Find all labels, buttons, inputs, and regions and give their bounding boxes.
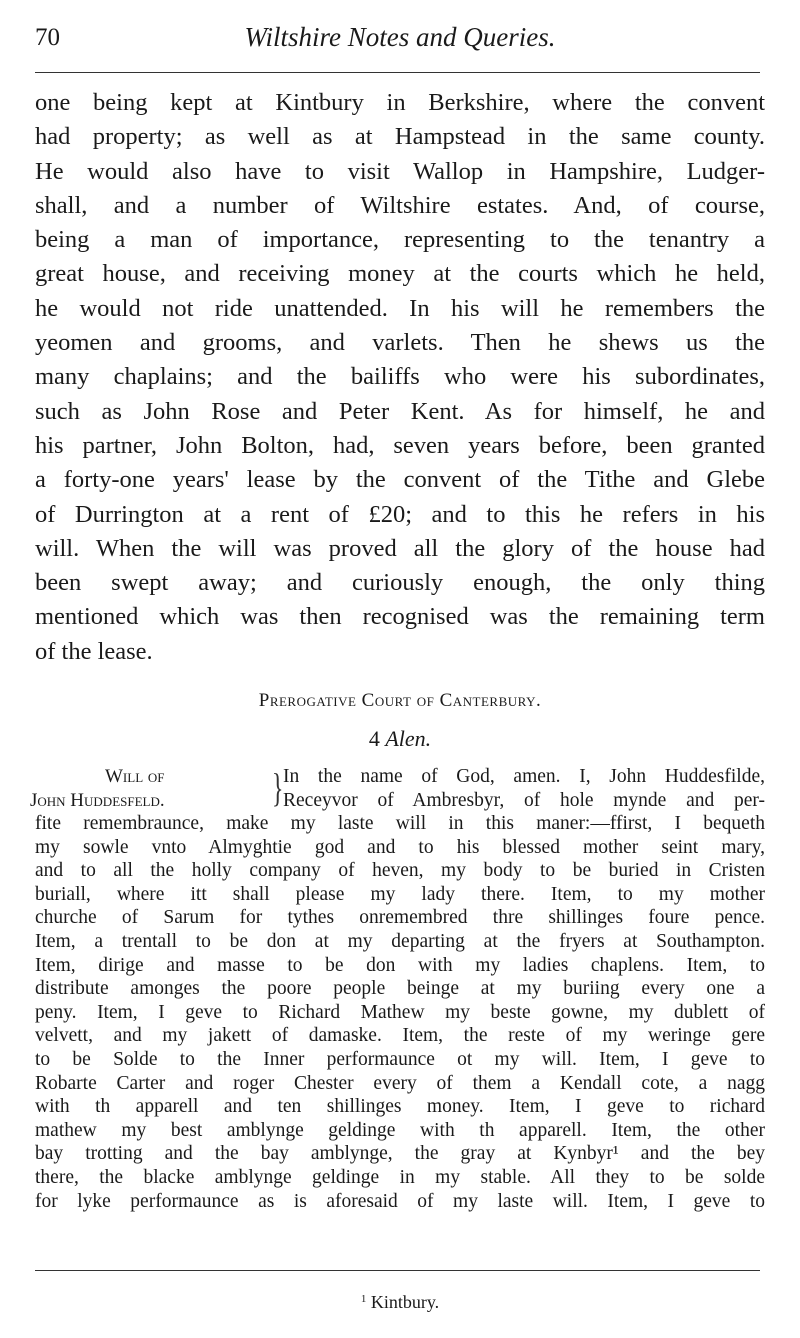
text-line: had property; as well as at Hampstead in the same county.	[35, 123, 765, 151]
text-line: shall, and a number of Wiltshire estates. And, of course,	[35, 191, 765, 219]
text-line: churche of Sarum for tythes onremembred thre shillinges foure pence.	[35, 907, 765, 929]
will-text	[35, 812, 765, 1213]
text-line: his partner, John Bolton, had, seven years before, been granted	[35, 431, 765, 459]
text-line: distribute amonges the poore people beinge at my buriing every one a	[35, 978, 765, 1000]
text-line: mathew my best amblynge geldinge with th apparell. Item, the other	[35, 1119, 765, 1141]
text-line: He would also have to visit Wallop in Hampshire, Ludger-	[35, 157, 765, 185]
brace-glyph: }	[271, 765, 284, 810]
text-line: a forty-one years' lease by the convent of the Tithe and Glebe	[35, 466, 765, 494]
text-line: and to all the holly company of heven, my body to be buried in Cristen	[35, 860, 765, 882]
text-line: he would not ride unattended. In his will he remembers the	[35, 294, 765, 322]
text-line: peny. Item, I geve to Richard Mathew my beste gowne, my dublett of	[35, 1001, 765, 1023]
section-heading: Prerogative Court of Canterbury.	[258, 690, 542, 711]
text-line: mentioned which was then recognised was the remaining term	[35, 603, 765, 631]
text-line: of Durrington at a rent of £20; and to this he refers in his	[35, 500, 765, 528]
text-line: Receyvor of Ambresbyr, of hole mynde and per-	[283, 789, 765, 811]
label-line: John Huddesfeld.	[30, 789, 165, 811]
text-line: there, the blacke amblynge geldinge in my stable. All they to be solde	[35, 1166, 765, 1188]
will-opening	[283, 765, 765, 812]
text-line: bay trotting and the bay amblynge, the gray at Kynbyr¹ and the bey	[35, 1143, 765, 1165]
will-side-label	[30, 765, 270, 812]
page-number: 70	[35, 24, 60, 51]
text-line: great house, and receiving money at the courts which he held,	[35, 260, 765, 288]
running-title: Wiltshire Notes and Queries.	[244, 22, 556, 52]
text-line: my sowle vnto Almyghtie god and to his blessed mother seint mary,	[35, 836, 765, 858]
text-line: Robarte Carter and roger Chester every of them a Kendall cote, a nagg	[35, 1072, 765, 1094]
sub-name: Alen.	[385, 726, 432, 751]
text-line: for lyke performaunce as is aforesaid of my laste will. Item, I geve to	[35, 1190, 765, 1212]
footnote-marker: 1	[360, 1293, 367, 1305]
header-rule	[35, 72, 760, 73]
text-line: Item, dirige and masse to be don with my ladies chaplens. Item, to	[35, 954, 765, 976]
text-line: with th apparell and ten shillinges money. Item, I geve to richard	[35, 1096, 765, 1118]
footnote-text: Kintbury.	[370, 1292, 440, 1312]
text-line: will. When the will was proved all the glory of the house had	[35, 534, 765, 562]
text-line: buriall, where itt shall please my lady there. Item, to my mother	[35, 883, 765, 905]
section-subheading	[0, 726, 800, 752]
text-line: such as John Rose and Peter Kent. As for himself, he and	[35, 397, 765, 425]
label-line: Will of	[105, 766, 165, 787]
body-paragraph	[35, 86, 765, 669]
text-line: Item, a trentall to be don at my departing at the fryers at Southampton.	[35, 930, 765, 952]
text-line: many chaplains; and the bailiffs who were his subordinates,	[35, 363, 765, 391]
text-line: to be Solde to the Inner performaunce ot my will. Item, I geve to	[35, 1048, 765, 1070]
sub-number: 4	[368, 726, 380, 751]
footnote	[0, 1292, 800, 1313]
text-line: of the lease.	[35, 637, 153, 665]
text-line: yeomen and grooms, and varlets. Then he shews us the	[35, 329, 765, 357]
text-line: one being kept at Kintbury in Berkshire, where the convent	[35, 89, 765, 116]
text-line: been swept away; and curiously enough, the only thing	[35, 569, 765, 597]
text-line: being a man of importance, representing to the tenantry a	[35, 226, 765, 254]
text-line: velvett, and my jakett of damaske. Item, the reste of my weringe gere	[35, 1025, 765, 1047]
text-line: fite remembraunce, make my laste will in this maner:—ffirst, I bequeth	[35, 813, 765, 834]
footnote-rule	[35, 1270, 760, 1271]
text-line: In the name of God, amen. I, John Huddesfilde,	[283, 766, 765, 787]
